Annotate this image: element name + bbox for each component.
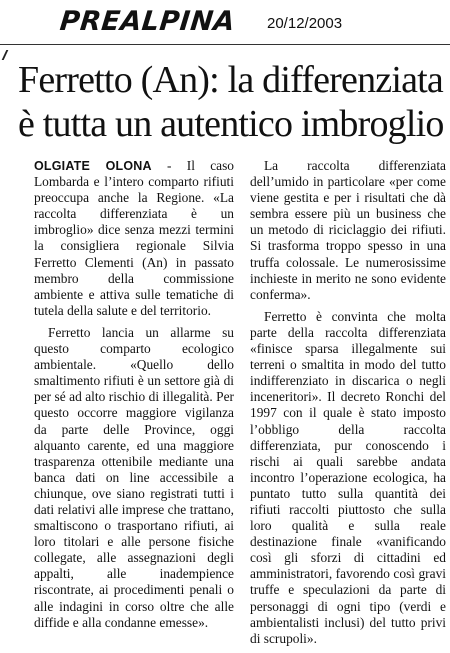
paragraph-1-text: - Il caso Lombarda e l’intero comparto rifiuti preoccupa anche la Regione. «La raccolta differenziata è un imbroglio» dice senza mezzi termini la consigliera regionale Silvia Ferretto Clementi (An) in passato membro della commissione ambiente e attiva sulle tematiche di tutela della salute e del territorio.	[34, 158, 234, 318]
paragraph-1	[34, 158, 234, 319]
headline-line-2: è tutta un autentico imbroglio	[18, 103, 444, 145]
paragraph-4: Ferretto è convinta che molta parte della raccolta differenziata «finisce sparsa illegalmente sui terreni o smaltita in modo del tutto indifferenziato in discarica o negli inceneritori». Il decreto Ronchi del 1997 con il quale è stato imposto l’obbligo della raccolta differenziata, pur conoscendo i rischi ai quali sarebbe andata incontro l’operazione ecologica, ha puntato tutto sulla quantità dei rifiuti raccolti piuttosto che sulla loro qualità e sulla reale destinazione finale «vanificando così gli sforzi di cittadini ed amministratori, favorendo così gravi truffe e speculazioni da parte di personaggi di ogni tipo (verdi e ambientalisti inclusi) del tutto privi di scrupoli».	[250, 308, 446, 646]
masthead-divider	[0, 44, 450, 45]
paragraph-3: La raccolta differenziata dell’umido in particolare «per come viene gestita e per i risultati che dà sembra essere più un business che un metodo di riciclaggio dei rifiuti. Si trasforma troppo spesso in una truffa colossale. Le numerosissime inchieste in merito ne sono evidente conferma».	[250, 158, 446, 302]
article-column-right	[250, 158, 446, 653]
corner-mark	[2, 50, 17, 60]
publication-date: 20/12/2003	[267, 15, 343, 32]
article-headline	[18, 58, 446, 146]
paragraph-2: Ferretto lancia un allarme su questo comparto ecologico ambientale. «Quello dello smaltimento rifiuti è un settore già di per sé ad alto rischio di illegalità. Per questo occorre maggiore vigilanza da parte delle Province, oggi alquanto carente, ed una maggiore trasparenza ottenibile mediante una banca dati on line accessibile a chiunque, ove siano registrati tutti i dati relativi alle imprese che trattano, smaltiscono o trasportano rifiuti, ai loro titolari e alle persone fisiche collegate, alle assegnazioni degli appalti, alle inadempience riscontrate, ai procedimenti penali o alle indagini in corso oltre che alle diffide e alla condanne emesse».	[34, 324, 234, 630]
headline-line-1: Ferretto (An): la differenziata	[18, 59, 444, 101]
article-column-left	[34, 158, 234, 637]
masthead	[60, 6, 450, 36]
newspaper-name: PREALPINA	[58, 6, 237, 37]
dateline: OLGIATE OLONA	[34, 159, 152, 173]
